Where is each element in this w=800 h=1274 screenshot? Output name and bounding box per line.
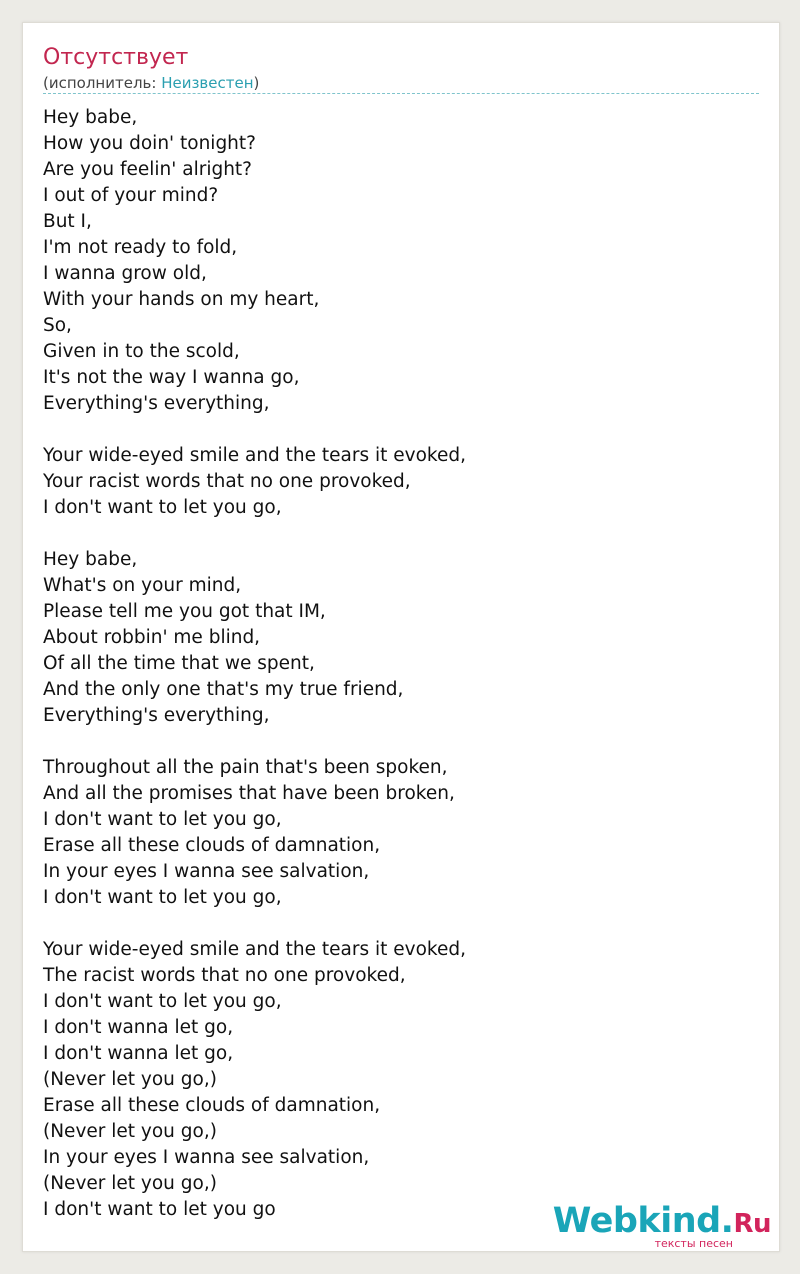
lyric-line: How you doin' tonight? [43, 133, 256, 154]
lyric-line: I don't want to let you go, [43, 497, 282, 518]
lyric-line: Erase all these clouds of damnation, [43, 1095, 381, 1116]
lyric-line: I don't want to let you go, [43, 887, 282, 908]
lyric-line: In your eyes I wanna see salvation, [43, 1147, 370, 1168]
song-title: Отсутствует [43, 45, 189, 70]
lyric-line: The racist words that no one provoked, [43, 965, 406, 986]
lyric-line: In your eyes I wanna see salvation, [43, 861, 370, 882]
lyric-line: And the only one that's my true friend, [43, 679, 404, 700]
lyric-line: It's not the way I wanna go, [43, 367, 300, 388]
logo-tagline: тексты песен [654, 1237, 733, 1250]
lyric-line: I don't want to let you go [43, 1199, 276, 1220]
lyric-line: With your hands on my heart, [43, 289, 320, 310]
lyric-line: (Never let you go,) [43, 1173, 217, 1194]
lyric-line: I'm not ready to fold, [43, 237, 238, 258]
lyric-line [43, 521, 466, 547]
lyrics-card [22, 22, 780, 1252]
lyric-line: Your wide-eyed smile and the tears it evoked, [43, 445, 466, 466]
lyric-line: Your racist words that no one provoked, [43, 471, 411, 492]
lyric-line [43, 911, 466, 937]
lyric-line: I don't want to let you go, [43, 809, 282, 830]
lyric-line: I don't want to let you go, [43, 991, 282, 1012]
lyric-line: Erase all these clouds of damnation, [43, 835, 381, 856]
lyric-line: I don't wanna let go, [43, 1017, 234, 1038]
lyric-line: Are you feelin' alright? [43, 159, 253, 180]
artist-suffix: ) [253, 74, 260, 92]
artist-link[interactable]: Неизвестен [161, 74, 254, 92]
lyric-line: Throughout all the pain that's been spoken, [43, 757, 448, 778]
lyric-line: Given in to the scold, [43, 341, 240, 362]
lyrics-body [43, 105, 466, 1223]
logo-wordmark: Webkind.Ru [552, 1201, 771, 1241]
artist-prefix: (исполнитель: [43, 74, 162, 92]
lyric-line: And all the promises that have been broken, [43, 783, 455, 804]
lyric-line: Your wide-eyed smile and the tears it evoked, [43, 939, 466, 960]
lyric-line: I don't wanna let go, [43, 1043, 234, 1064]
site-logo[interactable] [553, 1203, 771, 1249]
lyric-line: Of all the time that we spent, [43, 653, 315, 674]
lyric-line: Everything's everything, [43, 705, 270, 726]
artist-line [43, 73, 259, 93]
lyric-line: What's on your mind, [43, 575, 242, 596]
lyric-line: Hey babe, [43, 107, 138, 128]
lyric-line: Hey babe, [43, 549, 138, 570]
lyric-line [43, 729, 466, 755]
lyric-line: About robbin' me blind, [43, 627, 261, 648]
lyric-line [43, 417, 466, 443]
lyric-line: But I, [43, 211, 92, 232]
lyric-line: So, [43, 315, 72, 336]
lyric-line: Please tell me you got that IM, [43, 601, 326, 622]
lyric-line: (Never let you go,) [43, 1069, 217, 1090]
lyric-line: I wanna grow old, [43, 263, 207, 284]
lyric-line: (Never let you go,) [43, 1121, 217, 1142]
lyric-line: Everything's everything, [43, 393, 270, 414]
divider [43, 93, 759, 94]
lyric-line: I out of your mind? [43, 185, 219, 206]
